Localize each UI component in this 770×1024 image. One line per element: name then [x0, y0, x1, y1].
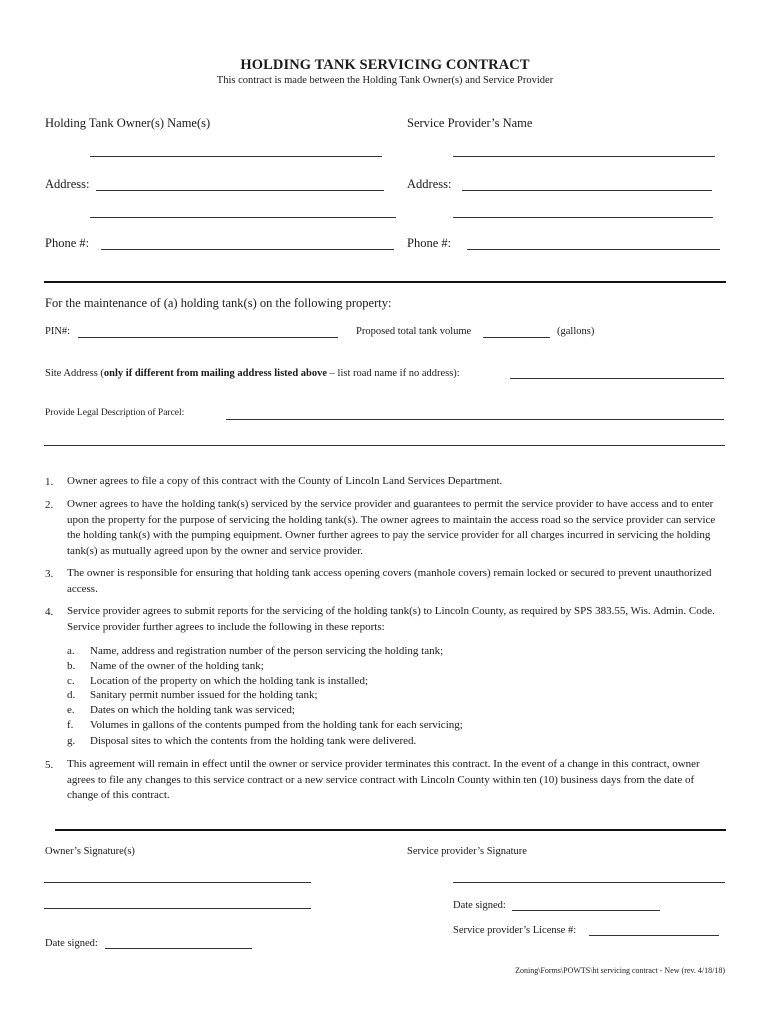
term-3-number: 3. [45, 568, 54, 580]
report-item-e-letter: e. [67, 704, 75, 716]
owner-name-label: Holding Tank Owner(s) Name(s) [45, 116, 211, 130]
term-2-number: 2. [45, 499, 54, 511]
term-4-text: Service provider agrees to submit reports for the servicing of the holding tank(s) to Lincoln County, as required by SPS 383.55, Wis. Admin. Code. Service provider further agrees to include the following in these reports: [67, 605, 715, 633]
term-1-number: 1. [45, 476, 54, 488]
legal-description-label: Provide Legal Description of Parcel: [45, 408, 185, 418]
owner-date-field[interactable] [105, 948, 252, 949]
provider-address-label: Address: [407, 177, 452, 191]
term-2-text: Owner agrees to have the holding tank(s) serviced by the service provider and guarantees to permit the service provider to have access and to enter upon the property for the purpose of servicing the holding tank(s). The owner agrees to maintain the access road so the service provider can service the holding tank(s) with the pumping equipment. Owner further agrees to pay the service provider for all charges incurred in servicing the holding tank(s) as mutually agreed upon by the owner and service provider. [67, 498, 716, 557]
tank-volume-label: Proposed total tank volume [356, 326, 472, 337]
owner-name-field[interactable] [90, 156, 382, 157]
report-item-a-letter: a. [67, 645, 75, 657]
provider-signature-field[interactable] [453, 882, 725, 883]
provider-name-field[interactable] [453, 156, 715, 157]
term-4-number: 4. [45, 606, 54, 618]
report-item-f-text: Volumes in gallons of the contents pumped from the holding tank for each servicing; [90, 719, 463, 731]
legal-description-line2-field[interactable] [44, 445, 725, 446]
site-address-prefix: Site Address ( [45, 368, 104, 379]
footer-file-path: Zoning\Forms\POWTS\ht servicing contract - New (rev. 4/18/18) [515, 966, 725, 975]
document-subtitle: This contract is made between the Holding Tank Owner(s) and Service Provider [216, 75, 554, 86]
provider-license-label: Service provider’s License #: [453, 925, 577, 936]
site-address-label [45, 368, 460, 379]
report-item-a-text: Name, address and registration number of the person servicing the holding tank; [90, 645, 444, 657]
legal-description-field[interactable] [226, 419, 724, 420]
provider-date-label: Date signed: [453, 900, 506, 911]
provider-phone-field[interactable] [467, 249, 720, 250]
report-item-e-text: Dates on which the holding tank was serviced; [90, 704, 295, 716]
site-address-condition: only if different from mailing address listed above [103, 368, 328, 379]
report-item-c-text: Location of the property on which the holding tank is installed; [90, 675, 368, 687]
tank-volume-unit: (gallons) [557, 326, 595, 337]
term-5-number: 5. [45, 759, 54, 771]
provider-license-field[interactable] [589, 935, 719, 936]
report-item-d-text: Sanitary permit number issued for the holding tank; [90, 689, 318, 701]
owner-address-field[interactable] [96, 190, 384, 191]
document-title: HOLDING TANK SERVICING CONTRACT [240, 57, 530, 73]
term-5-text: This agreement will remain in effect until the owner or service provider terminates this contract. In the event of a change in this contract, owner agrees to file any changes to this service contract or a new service contract with Lincoln County within ten (10) business days from the date of change of this contract. [67, 758, 700, 801]
report-item-c-letter: c. [67, 675, 75, 687]
report-item-d-letter: d. [67, 689, 76, 701]
site-address-field[interactable] [510, 378, 724, 379]
report-item-g-text: Disposal sites to which the contents from the holding tank were delivered. [90, 735, 417, 747]
owner-phone-field[interactable] [101, 249, 394, 250]
site-address-suffix: – list road name if no address): [327, 368, 460, 379]
owner-signature-field-2[interactable] [44, 908, 311, 909]
owner-address-label: Address: [45, 177, 90, 191]
provider-address-line2-field[interactable] [453, 217, 713, 218]
owner-address-line2-field[interactable] [90, 217, 396, 218]
provider-date-field[interactable] [512, 910, 660, 911]
report-item-b-text: Name of the owner of the holding tank; [90, 660, 264, 672]
owner-date-label: Date signed: [45, 938, 98, 949]
tank-volume-field[interactable] [483, 337, 550, 338]
term-3-text: The owner is responsible for ensuring that holding tank access opening covers (manhole covers) remain locked or secured to prevent unauthorized access. [67, 567, 712, 595]
owner-signature-field-1[interactable] [44, 882, 311, 883]
section-divider [44, 281, 726, 283]
report-item-g-letter: g. [67, 735, 76, 747]
property-heading: For the maintenance of (a) holding tank(s) on the following property: [45, 296, 392, 310]
pin-label: PIN#: [45, 326, 71, 337]
pin-field[interactable] [78, 337, 338, 338]
provider-phone-label: Phone #: [407, 236, 452, 250]
owner-signature-label: Owner’s Signature(s) [45, 846, 135, 857]
owner-phone-label: Phone #: [45, 236, 90, 250]
term-1-text: Owner agrees to file a copy of this contract with the County of Lincoln Land Services Department. [67, 475, 503, 487]
provider-name-label: Service Provider’s Name [407, 116, 533, 130]
report-item-b-letter: b. [67, 660, 76, 672]
provider-address-field[interactable] [462, 190, 712, 191]
signature-divider [55, 829, 726, 831]
report-item-f-letter: f. [67, 719, 74, 731]
provider-signature-label: Service provider’s Signature [407, 846, 527, 857]
